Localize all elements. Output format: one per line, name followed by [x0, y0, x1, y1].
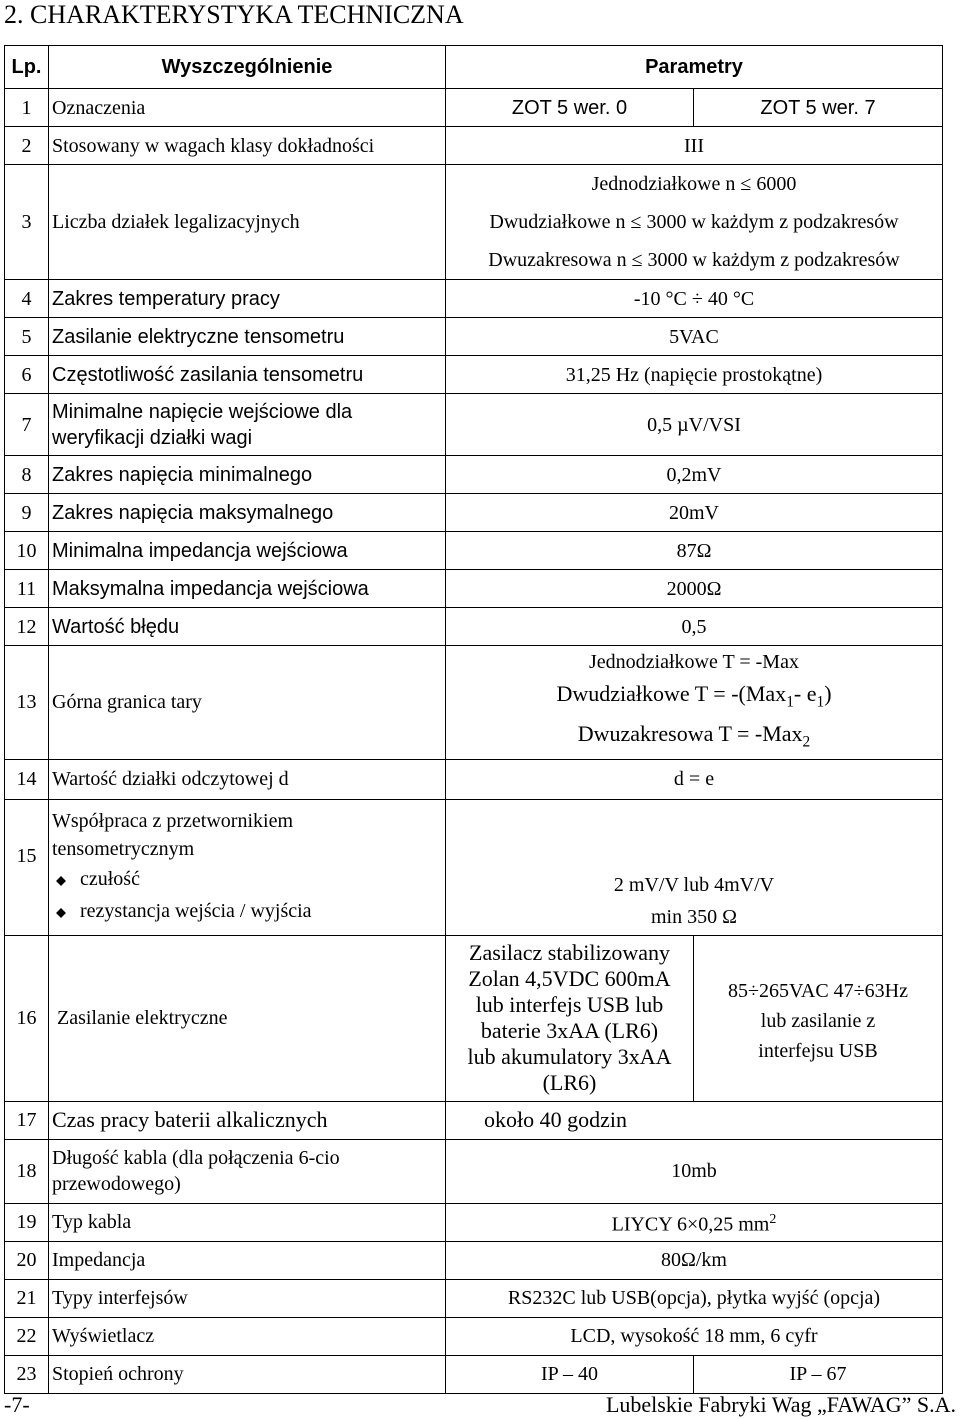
row-desc — [49, 1139, 446, 1203]
row-value: d = e — [446, 759, 943, 799]
table-row — [5, 759, 943, 799]
value-text: LIYCY 6×0,25 mm — [611, 1213, 770, 1236]
value-line — [446, 718, 942, 758]
value-subscript: 1 — [786, 693, 794, 711]
row-desc: Impedancja — [49, 1241, 446, 1279]
row-lp: 13 — [5, 646, 49, 760]
row-desc: Zasilanie elektryczne — [49, 935, 446, 1101]
row-desc: Wyświetlacz — [49, 1317, 446, 1355]
row-lp: 15 — [5, 799, 49, 935]
row-value: ZOT 5 wer. 0 — [446, 89, 694, 127]
row-desc: Stopień ochrony — [49, 1355, 446, 1393]
table-row — [5, 1279, 943, 1317]
row-desc: Zakres napięcia minimalnego — [49, 456, 446, 494]
row-lp: 12 — [5, 608, 49, 646]
row-value: 31,25 Hz (napięcie prostokątne) — [446, 356, 943, 394]
row-desc: Maksymalna impedancja wejściowa — [49, 570, 446, 608]
table-row — [5, 394, 943, 456]
col-header-params: Parametry — [446, 46, 943, 89]
value-superscript: 2 — [769, 1211, 777, 1227]
value-text: Dwudziałkowe T = -(Max — [556, 681, 787, 706]
value-line: (LR6) — [542, 1070, 597, 1096]
row-lp: 10 — [5, 532, 49, 570]
table-row — [5, 494, 943, 532]
row-value: 0,2mV — [446, 456, 943, 494]
desc-line: Współpraca z przetwornikiem — [52, 810, 294, 833]
row-lp: 17 — [5, 1101, 49, 1139]
row-lp: 20 — [5, 1241, 49, 1279]
table-row — [5, 280, 943, 318]
table-row — [5, 318, 943, 356]
row-value: 20mV — [446, 494, 943, 532]
row-lp: 4 — [5, 280, 49, 318]
desc-item-label: czułość — [80, 868, 140, 891]
table-row — [5, 1203, 943, 1241]
row-desc: Wartość błędu — [49, 608, 446, 646]
value-line: 85÷265VAC 47÷63Hz — [728, 979, 908, 1002]
table-row — [5, 608, 943, 646]
spec-table — [4, 45, 943, 1394]
value-line: Dwudziałkowe n ≤ 3000 w każdym z podzakresów — [489, 211, 899, 233]
table-row — [5, 799, 943, 935]
row-lp: 14 — [5, 759, 49, 799]
value-line: baterie 3xAA (LR6) — [480, 1018, 659, 1044]
row-value — [446, 799, 943, 935]
table-row — [5, 935, 943, 1101]
row-desc: Minimalna impedancja wejściowa — [49, 532, 446, 570]
row-lp: 21 — [5, 1279, 49, 1317]
desc-line: weryfikacji działki wagi — [52, 426, 253, 449]
value-line: lub akumulatory 3xAA — [467, 1044, 672, 1070]
row-value: 2000Ω — [446, 570, 943, 608]
row-value: ZOT 5 wer. 7 — [694, 89, 943, 127]
row-desc: Zasilanie elektryczne tensometru — [49, 318, 446, 356]
value-text: ) — [824, 681, 832, 706]
row-lp: 8 — [5, 456, 49, 494]
value-line: Jednodziałkowe T = -Max — [589, 651, 799, 673]
table-row — [5, 1241, 943, 1279]
value-line: lub interfejs USB lub — [475, 992, 664, 1018]
desc-item — [52, 863, 445, 895]
bullet-icon — [56, 908, 66, 918]
value-line: min 350 Ω — [651, 905, 737, 928]
desc-line: tensometrycznym — [52, 838, 195, 861]
row-lp: 23 — [5, 1355, 49, 1393]
row-value — [446, 1203, 943, 1241]
value-line: interfejsu USB — [758, 1039, 878, 1062]
row-value: III — [446, 127, 943, 165]
section-heading: 2. CHARAKTERYSTYKA TECHNICZNA — [4, 0, 464, 29]
row-value: około 40 godzin — [446, 1101, 943, 1139]
value-subscript: 2 — [802, 733, 811, 751]
row-value: 0,5 — [446, 608, 943, 646]
row-value — [446, 165, 943, 280]
row-lp: 9 — [5, 494, 49, 532]
desc-item-label: rezystancja wejścia / wyjścia — [80, 900, 312, 923]
table-row — [5, 456, 943, 494]
row-desc: Górna granica tary — [49, 646, 446, 760]
row-value: LCD, wysokość 18 mm, 6 cyfr — [446, 1317, 943, 1355]
table-row — [5, 1139, 943, 1203]
desc-line: przewodowego) — [52, 1173, 181, 1196]
row-desc: Liczba działek legalizacyjnych — [49, 165, 446, 280]
page-number: -7- — [4, 1392, 30, 1417]
table-row — [5, 1355, 943, 1393]
value-line: 2 mV/V lub 4mV/V — [613, 873, 775, 896]
table-row — [5, 127, 943, 165]
row-lp: 1 — [5, 89, 49, 127]
table-row — [5, 570, 943, 608]
row-value: 5VAC — [446, 318, 943, 356]
value-line: lub zasilanie z — [760, 1009, 876, 1032]
desc-item — [52, 895, 445, 927]
table-row — [5, 165, 943, 280]
row-lp: 2 — [5, 127, 49, 165]
desc-line: Minimalne napięcie wejściowe dla — [52, 400, 353, 423]
value-text: Dwuzakresowa T = -Max — [577, 721, 803, 747]
row-lp: 22 — [5, 1317, 49, 1355]
row-desc: Oznaczenia — [49, 89, 446, 127]
value-line: Jednodziałkowe n ≤ 6000 — [591, 173, 797, 195]
company-name: Lubelskie Fabryki Wag „FAWAG” S.A. — [605, 1392, 956, 1417]
row-desc: Częstotliwość zasilania tensometru — [49, 356, 446, 394]
row-desc: Zakres napięcia maksymalnego — [49, 494, 446, 532]
table-row — [5, 1101, 943, 1139]
row-lp: 7 — [5, 394, 49, 456]
table-row — [5, 646, 943, 760]
row-lp: 11 — [5, 570, 49, 608]
row-lp: 19 — [5, 1203, 49, 1241]
desc-line: Długość kabla (dla połączenia 6-cio — [52, 1147, 340, 1170]
row-value: 87Ω — [446, 532, 943, 570]
row-value: RS232C lub USB(opcja), płytka wyjść (opcja) — [446, 1279, 943, 1317]
bullet-icon — [56, 876, 66, 886]
table-row — [5, 1317, 943, 1355]
row-desc: Wartość działki odczytowej d — [49, 759, 446, 799]
row-lp: 6 — [5, 356, 49, 394]
row-value-b — [694, 935, 943, 1101]
value-line: Zasilacz stabilizowany — [469, 940, 670, 966]
row-value: IP – 67 — [694, 1355, 943, 1393]
col-header-lp: Lp. — [5, 46, 49, 89]
row-desc: Typy interfejsów — [49, 1279, 446, 1317]
row-value: -10 °C ÷ 40 °C — [446, 280, 943, 318]
value-line: Dwuzakresowa n ≤ 3000 w każdym z podzakresów — [488, 249, 900, 271]
row-lp: 16 — [5, 935, 49, 1101]
row-desc: Typ kabla — [49, 1203, 446, 1241]
row-desc — [49, 799, 446, 935]
row-desc — [49, 394, 446, 456]
row-desc: Stosowany w wagach klasy dokładności — [49, 127, 446, 165]
table-row — [5, 89, 943, 127]
row-value — [446, 646, 943, 760]
row-desc: Czas pracy baterii alkalicznych — [49, 1101, 446, 1139]
table-header-row — [5, 46, 943, 89]
row-lp: 3 — [5, 165, 49, 280]
value-line — [446, 678, 942, 718]
value-subscript: 1 — [816, 693, 825, 711]
value-text: - e — [793, 681, 817, 706]
table-row — [5, 532, 943, 570]
row-desc: Zakres temperatury pracy — [49, 280, 446, 318]
row-value: 10mb — [446, 1139, 943, 1203]
row-value: 0,5 µV/VSI — [446, 394, 943, 456]
table-row — [5, 356, 943, 394]
col-header-desc: Wyszczególnienie — [49, 46, 446, 89]
value-line: Zolan 4,5VDC 600mA — [468, 966, 671, 992]
row-lp: 18 — [5, 1139, 49, 1203]
row-value: 80Ω/km — [446, 1241, 943, 1279]
row-value-a — [446, 935, 694, 1101]
row-lp: 5 — [5, 318, 49, 356]
row-value: IP – 40 — [446, 1355, 694, 1393]
